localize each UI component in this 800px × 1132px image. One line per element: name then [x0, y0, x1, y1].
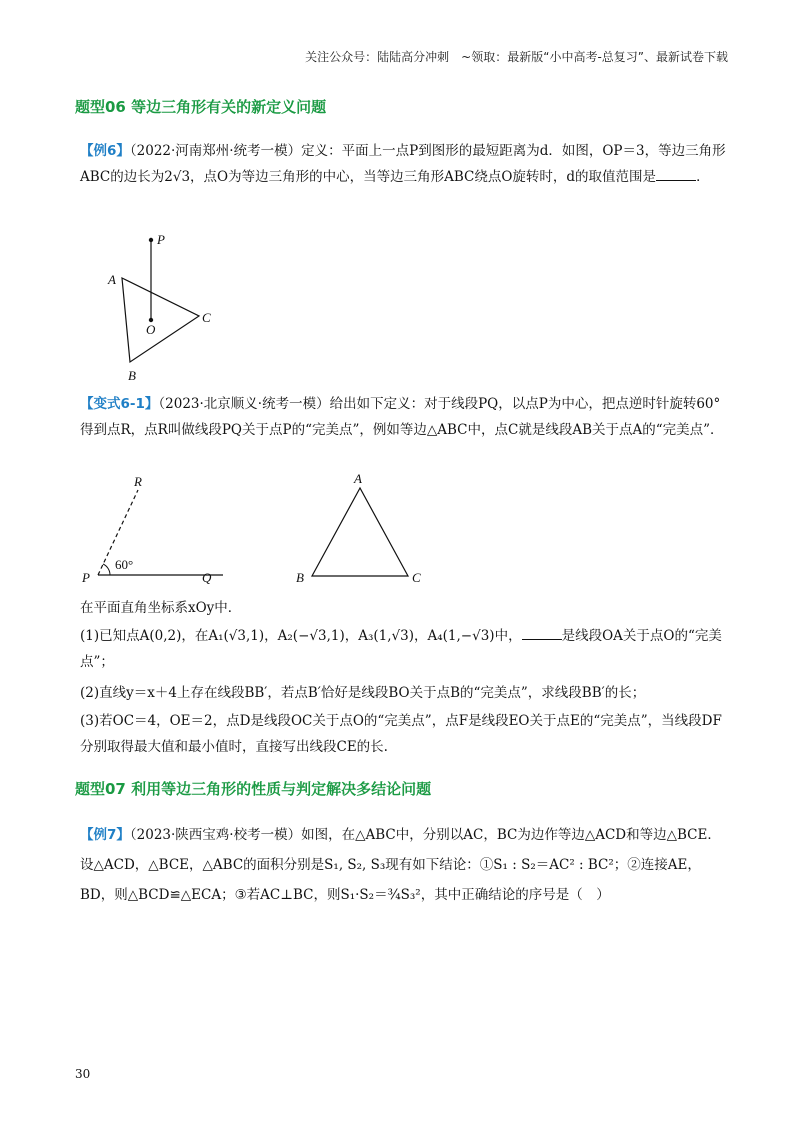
label-c: C: [202, 310, 211, 325]
label-p2: P: [82, 570, 90, 585]
label-angle: 60°: [115, 557, 134, 572]
example-6-end: ．: [696, 169, 710, 185]
example-6-tag: 【例6】: [80, 143, 130, 159]
question-1: [80, 623, 728, 675]
label-b2: B: [296, 570, 304, 585]
question-1-blank[interactable]: [522, 625, 562, 640]
variation-6-1: [80, 391, 728, 443]
variation-intro: 在平面直角坐标系xOy中．: [80, 600, 242, 616]
question-2: (2)直线y＝x＋4上存在线段BB′，若点B′恰好是线段BO关于点B的“完美点”，求线段BB′的长；: [80, 685, 646, 701]
question-1-text: (1)已知点A(0,2)，在A₁(√3,1)，A₂(−√3,1)，A₃(1,√3)，A₄(1,−√3)中，: [80, 628, 522, 644]
question-3: (3)若OC＝4，OE＝2，点D是线段OC关于点O的“完美点”，点F是线段EO关于点E的“完美点”，当线段DF分别取得最大值和最小值时，直接写出线段CE的长.: [80, 713, 722, 755]
label-r: R: [134, 474, 142, 489]
triangle-abc: [122, 278, 199, 362]
page-header: 关注公众号：陆陆高分冲刺 ~领取：最新版“小中高考-总复习”、最新试卷下载: [305, 50, 728, 64]
label-a: A: [108, 272, 116, 287]
triangle-abc-2: [312, 488, 408, 576]
label-o: O: [146, 322, 156, 337]
section-title-07: 题型07 利用等边三角形的性质与判定解决多结论问题: [75, 780, 432, 798]
example-6-text: 定义：平面上一点P到图形的最短距离为d．如图，OP＝3，等边三角形ABC的边长为2√3，点O为等边三角形的中心，当等边三角形ABC绕点O旋转时，d的取值范围是: [80, 143, 726, 185]
example-6: [80, 138, 728, 190]
label-b: B: [128, 368, 136, 383]
answer-blank[interactable]: [656, 166, 696, 181]
page-number: 30: [75, 1067, 91, 1081]
example-6-source: （2022·河南郑州·统考一模）: [129, 143, 302, 159]
variation-fig-right: [290, 468, 440, 590]
example-6-figure: [100, 228, 240, 388]
variation-6-1-source: （2023·北京顺义·统考一模）: [158, 396, 330, 412]
example-7-tag: 【例7】: [80, 827, 130, 843]
question-1-text-b: 是线段OA关于点O的“完美点”；: [80, 628, 722, 670]
label-a2: A: [354, 471, 362, 486]
label-c2: C: [412, 570, 421, 585]
example-7-source: （2023·陕西宝鸡·校考一模）: [129, 827, 302, 843]
point-p: [149, 238, 153, 242]
section-title-06: 题型06 等边三角形有关的新定义问题: [75, 98, 327, 116]
example-7-text: 如图，在△ABC中，分别以AC，BC为边作等边△ACD和等边△BCE．设△ACD，△BCE，△ABC的面积分别是S₁, S₂, S₃现有如下结论：①S₁ : S₂＝AC² : BC²；②连接AE，BD，则△BCD≌△ECA；③若AC⊥BC，则S₁·S₂＝¾S₃²，其中正确结论的序号是（ ）: [80, 827, 721, 903]
variation-6-1-tag: 【变式6-1】: [80, 396, 159, 412]
label-p: P: [157, 232, 165, 247]
label-q: Q: [202, 570, 212, 585]
example-7: [80, 820, 728, 910]
variation-6-1-text: 给出如下定义：对于线段PQ，以点P为中心，把点逆时针旋转60°得到点R，点R叫做线段PQ关于点P的“完美点”，例如等边△ABC中，点C就是线段AB关于点A的“完美点”．: [80, 396, 724, 438]
variation-fig-left: [78, 470, 238, 590]
